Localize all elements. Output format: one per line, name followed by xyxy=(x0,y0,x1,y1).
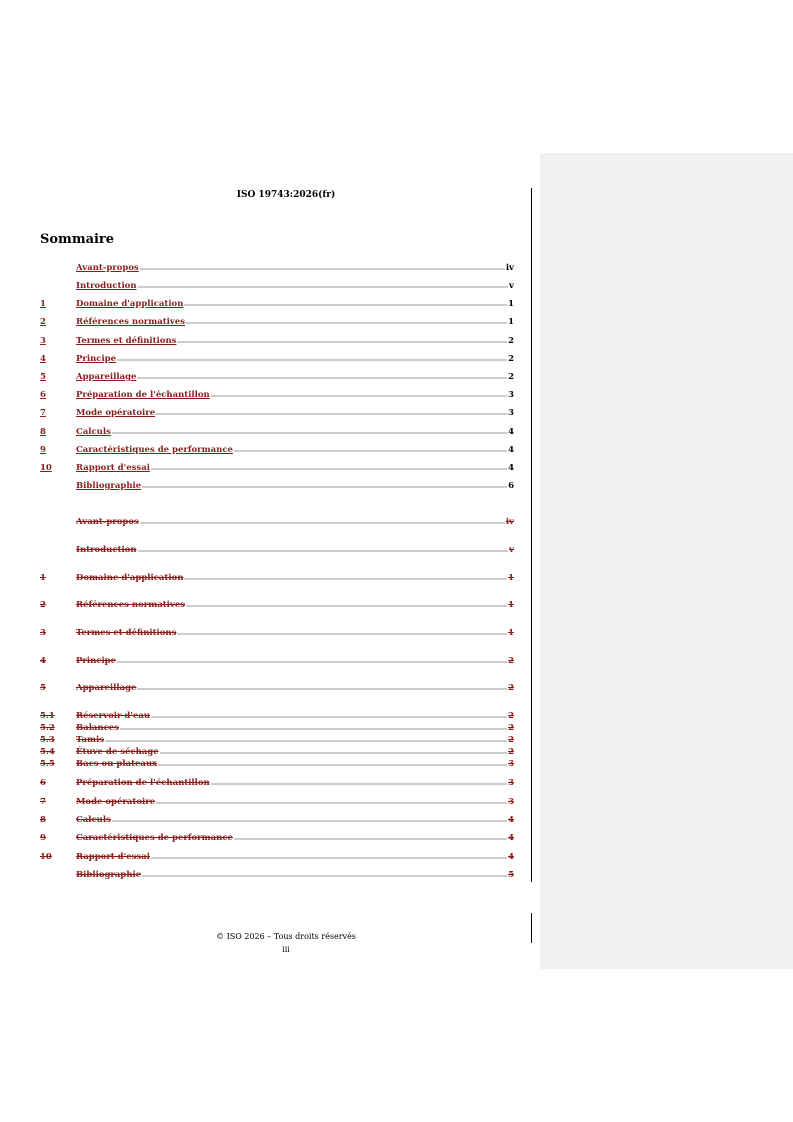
toc-entry[interactable]: 4 Principe 2 xyxy=(40,354,514,364)
toc-entry[interactable]: 1 Domaine d'application 1 xyxy=(40,299,514,309)
toc-entry[interactable]: Introduction v xyxy=(76,545,514,555)
revision-bar xyxy=(531,188,532,882)
comments-pane xyxy=(540,153,793,969)
toc-entry[interactable]: 9 Caractéristiques de performance 4 xyxy=(40,445,514,455)
toc-entry[interactable]: 7 Mode opératoire 3 xyxy=(40,408,514,418)
toc-entry[interactable]: 6 Préparation de l'échantillon 3 xyxy=(40,778,514,788)
toc-entry[interactable]: 5 Appareillage 2 xyxy=(40,372,514,382)
toc-entry[interactable]: Bibliographie 6 xyxy=(76,481,514,491)
toc-entry[interactable]: 5.5 Bacs ou plateaux 3 xyxy=(40,759,514,769)
toc-entry[interactable]: 3 Termes et définitions 1 xyxy=(40,628,514,638)
toc-entry[interactable]: Bibliographie 5 xyxy=(76,870,514,880)
page-title: Sommaire xyxy=(40,232,115,247)
toc-entry[interactable]: 5.1 Réservoir d'eau 2 xyxy=(40,711,514,721)
toc-entry[interactable]: 5.3 Tamis 2 xyxy=(40,735,514,745)
toc-entry[interactable]: 8 Calculs 4 xyxy=(40,427,514,437)
toc-entry[interactable]: 9 Caractéristiques de performance 4 xyxy=(40,833,514,843)
page-number: iii xyxy=(282,945,290,954)
toc-entry[interactable]: 1 Domaine d'application 1 xyxy=(40,573,514,583)
toc-entry[interactable]: 2 Références normatives 1 xyxy=(40,600,514,610)
toc-entry[interactable]: 8 Calculs 4 xyxy=(40,815,514,825)
toc-entry[interactable]: Avant-propos iv xyxy=(76,517,514,527)
document-id-header: ISO 19743:2026(fr) xyxy=(236,190,336,200)
toc-entry[interactable]: 5.2 Balances 2 xyxy=(40,723,514,733)
toc-entry[interactable]: 6 Préparation de l'échantillon 3 xyxy=(40,390,514,400)
toc-entry[interactable]: 5.4 Étuve de séchage 2 xyxy=(40,747,514,757)
toc-entry[interactable]: 5 Appareillage 2 xyxy=(40,683,514,693)
toc-entry[interactable]: 10 Rapport d'essai 4 xyxy=(40,852,514,862)
toc-entry[interactable]: 7 Mode opératoire 3 xyxy=(40,797,514,807)
copyright-footer: © ISO 2026 – Tous droits réservés xyxy=(216,932,356,941)
toc-entry[interactable]: Introduction v xyxy=(76,281,514,291)
toc-entry[interactable]: Avant-propos iv xyxy=(76,263,514,273)
toc-entry[interactable]: 4 Principe 2 xyxy=(40,656,514,666)
toc-entry[interactable]: 10 Rapport d'essai 4 xyxy=(40,463,514,473)
toc-entry[interactable]: 2 Références normatives 1 xyxy=(40,317,514,327)
toc-entry[interactable]: 3 Termes et définitions 2 xyxy=(40,336,514,346)
